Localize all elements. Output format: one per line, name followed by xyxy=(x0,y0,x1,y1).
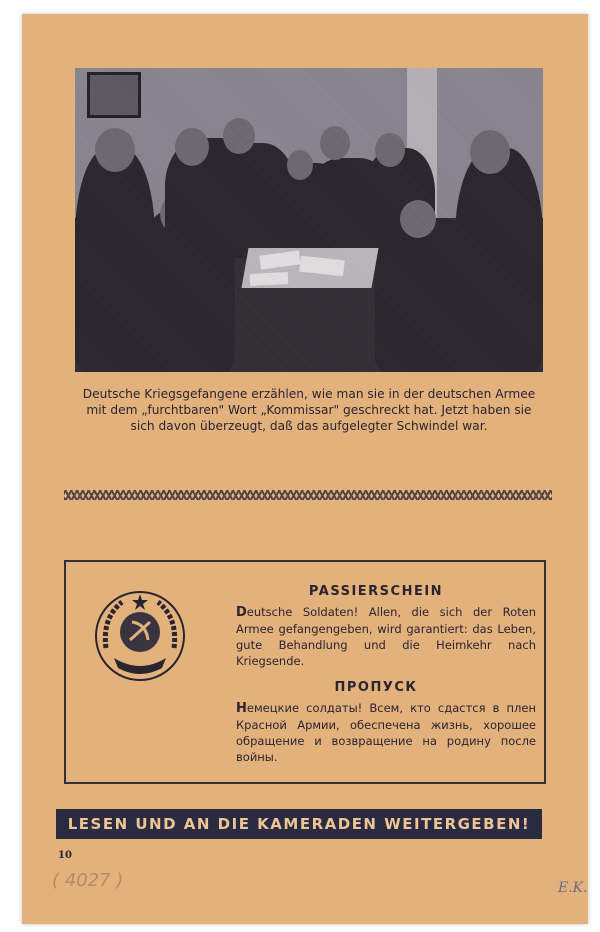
russian-pass-title: ПРОПУСК xyxy=(334,680,418,695)
german-pass-title: PASSIERSCHEIN xyxy=(308,584,444,599)
soviet-emblem-icon xyxy=(92,588,188,684)
russian-pass-text xyxy=(236,700,536,765)
russian-initial: Н xyxy=(236,701,247,716)
leaflet-page xyxy=(22,14,588,924)
photo-caption: Deutsche Kriegsgefangene erzählen, wie man sie in der deutschen Armee mit dem „furchtbaren" Wort „Kommissar" geschreckt hat. Jetzt haben sie sich davon überzeugt, daß das aufgelegter Schwindel war. xyxy=(82,387,536,433)
prisoners-photo xyxy=(75,68,543,372)
ink-initials: E.K. xyxy=(558,880,588,896)
german-body: eutsche Soldaten! Allen, die sich der Roten Armee gefangengeben, wird garantiert: das Leben, gute Behandlung und die Heimkehr nach Kriegsende. xyxy=(236,605,536,668)
page-number: 10 xyxy=(58,850,72,861)
safe-conduct-pass xyxy=(64,560,546,784)
pencil-annotation: ( 4027 ) xyxy=(52,870,124,891)
russian-body: емецкие солдаты! Всем, кто сдастся в плен Красной Армии, обеспечена жизнь, хорошее обращение и возвращение на родину после войны. xyxy=(236,701,536,764)
german-pass-text xyxy=(236,604,536,669)
pass-on-banner: LESEN UND AN DIE KAMERADEN WEITERGEBEN! xyxy=(56,809,542,839)
wavy-divider xyxy=(64,490,552,500)
german-initial: D xyxy=(236,605,247,620)
photo-halftone xyxy=(75,68,543,372)
